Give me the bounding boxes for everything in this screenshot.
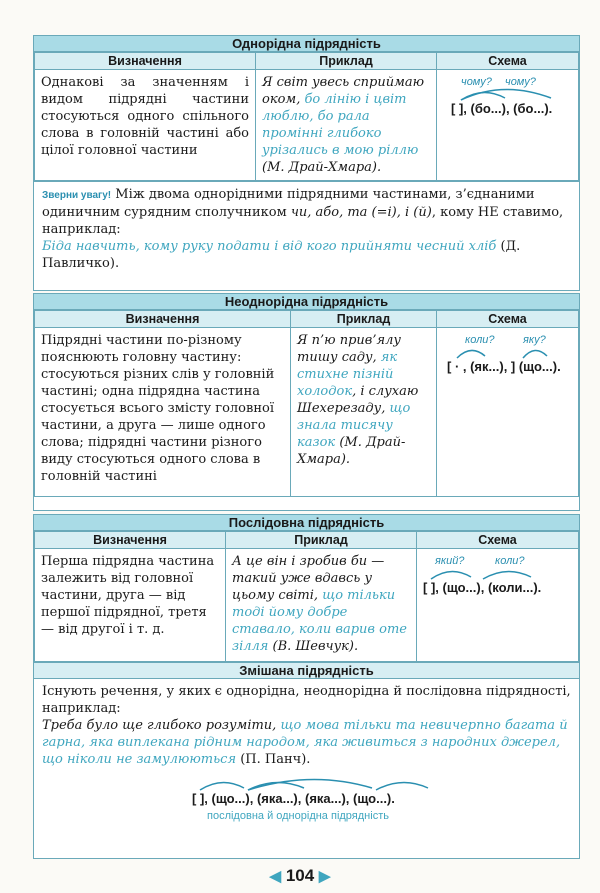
section-title: Послідовна підрядність — [34, 515, 579, 531]
scheme-text: [ ], (що...), (яка...), (яка...), (що...). — [192, 791, 395, 806]
col-example: Приклад — [256, 53, 437, 70]
homogeneous-table — [34, 52, 579, 181]
note-example: Біда навчить, кому руку подати і від кого прийняти чесний хліб — [42, 239, 497, 254]
sequential-block — [33, 514, 580, 859]
section-title: Неоднорідна підрядність — [34, 294, 579, 310]
example-source: (М. Драй-Хмара). — [262, 160, 382, 175]
scheme-text: [ ], (бо...), (бо...). — [451, 101, 553, 116]
note-conjunctions: чи, або, та (=і), і (й) — [290, 205, 432, 220]
col-scheme: Схема — [417, 532, 579, 549]
example-main-2: , і слухаю Шехерезаду, — [297, 384, 419, 416]
mixed-content — [34, 679, 579, 834]
scheme-cell — [437, 328, 579, 497]
note-source: (Д. Павличко). — [42, 239, 521, 271]
col-definition: Визначення — [35, 53, 256, 70]
example-sub-2: що знала тисячу казок — [297, 401, 411, 450]
example-source: (В. Шевчук). — [268, 639, 359, 654]
mixed-example — [42, 717, 571, 768]
example-main: Треба було ще глибоко розуміти, — [42, 718, 281, 733]
col-scheme: Схема — [437, 311, 579, 328]
example-sub: як стихне пізній холодок — [297, 350, 398, 399]
attention-note — [34, 181, 579, 276]
col-example: Приклад — [226, 532, 417, 549]
question-label: коли? — [495, 555, 525, 567]
question-label: чому? — [505, 76, 536, 88]
scheme-text: [ · , (як...), ] (що...). — [447, 359, 561, 374]
col-definition: Визначення — [35, 311, 291, 328]
example-cell — [291, 328, 437, 497]
example-sub: що тільки тоді йому добре ставало, коли варив оте зілля — [232, 588, 407, 654]
definition-cell: Підрядні частини по-різному пояснюють головну частину: стосуються різних слів у головній частині; одна підрядна частина стосується всього змісту головної частини, а друга — лише одного слова; підрядні частини різного виду стосуються одного слова в головній частині — [35, 328, 291, 497]
question-label: чому? — [461, 76, 492, 88]
example-main: Я п’ю прив’ялу тишу саду, — [297, 333, 401, 365]
homogeneous-block — [33, 35, 580, 291]
page-number-bar — [0, 866, 600, 886]
example-sub: бо лінію і цвіт люблю, бо рала промінні глибоко урізались в мою ріллю — [262, 92, 419, 158]
example-main: Я світ увесь сприймаю оком, — [262, 75, 425, 107]
prev-page-icon: ◀ — [269, 868, 282, 885]
definition-cell: Однакові за значенням і видом підрядні частини стосуються одного спільного слова в головній частині або цілої головної частини — [35, 70, 256, 181]
sequential-table — [34, 531, 579, 662]
mixed-title: Змішана підрядність — [34, 662, 579, 679]
example-source: (М. Драй-Хмара). — [297, 435, 406, 467]
scheme-text: [ ], (що...), (коли...). — [423, 580, 542, 595]
next-page-icon: ▶ — [318, 868, 331, 885]
col-scheme: Схема — [437, 53, 579, 70]
note-text-end: , кому НЕ ставимо, наприклад: — [42, 205, 564, 237]
col-example: Приклад — [291, 311, 437, 328]
scheme-diagram — [443, 74, 572, 118]
example-cell — [256, 70, 437, 181]
section-title: Однорідна підрядність — [34, 36, 579, 52]
question-label: яку? — [523, 334, 546, 346]
scheme-caption: послідовна й однорідна підрядність — [207, 810, 389, 822]
example-sub: що мова тільки та невичерпно багата й гарна, яка виплекана рідним народом, яка живиться з народних джерел, що ніколи не замулюються — [42, 718, 568, 767]
example-main: А це він і зробив би — такий уже вдавсь у цьому світі, — [232, 554, 385, 603]
attention-tag: Зверни увагу! — [42, 190, 112, 201]
col-definition: Визначення — [35, 532, 226, 549]
mixed-intro: Існують речення, у яких є однорідна, неоднорідна й послідовна підрядності, наприклад: — [42, 684, 571, 716]
example-source: (П. Панч). — [236, 752, 311, 767]
example-cell — [226, 549, 417, 662]
scheme-diagram — [443, 332, 572, 376]
page-number: 104 — [285, 866, 315, 885]
question-label: який? — [435, 555, 465, 567]
heterogeneous-table — [34, 310, 579, 497]
scheme-diagram — [423, 553, 572, 597]
scheme-cell — [417, 549, 579, 662]
definition-cell: Перша підрядна частина залежить від головної частини, друга — від першої підрядної, третя — від другої і т. д. — [35, 549, 226, 662]
scheme-cell — [437, 70, 579, 181]
note-text: Між двома однорідними підрядними частинами, з’єднаними одиничним сурядним сполучником — [42, 187, 535, 220]
question-label: коли? — [465, 334, 495, 346]
heterogeneous-block — [33, 293, 580, 511]
mixed-scheme — [42, 774, 571, 830]
